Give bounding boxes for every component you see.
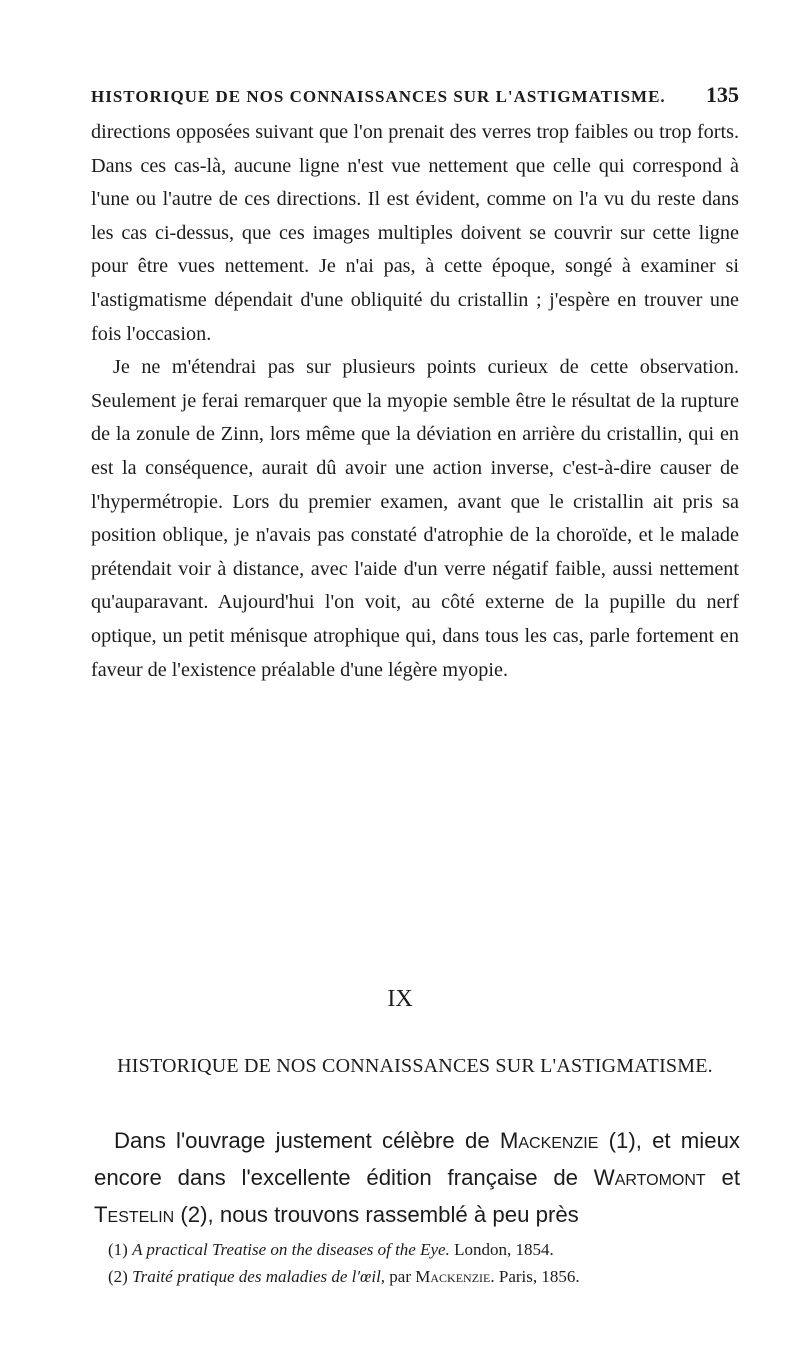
footnotes bbox=[108, 1236, 748, 1290]
footnote-rest: London, 1854. bbox=[449, 1240, 554, 1259]
footnote-title: Traité pratique des maladies de l'œil, bbox=[132, 1267, 386, 1286]
footnote-author: Mackenzie bbox=[415, 1267, 491, 1286]
intro-paragraph bbox=[94, 1122, 740, 1233]
author-testelin: Testelin bbox=[94, 1202, 175, 1227]
body-text bbox=[91, 116, 739, 687]
paragraph-continuation: directions opposées suivant que l'on prenait des verres trop faibles ou trop forts. Dans ces cas-là, aucune ligne n'est vue nettement que celle qui correspond à l'une ou l'autre de ces directions. Il est évident, comme on l'a vu du reste dans les cas ci-dessus, que ces images multiples doivent se couvrir sur cette ligne pour être vues nettement. Je n'ai pas, à cette époque, songé à examiner si l'astigmatisme dépendait d'une obliquité du cristallin ; j'espère en trouver une fois l'occasion. bbox=[91, 121, 739, 345]
intro-text-3: et bbox=[705, 1165, 741, 1190]
footnote-title: A practical Treatise on the diseases of the Eye. bbox=[132, 1240, 450, 1259]
footnote-1 bbox=[108, 1236, 748, 1263]
intro-text-2: (1), et mieux encore dans l'excellente édition française de bbox=[94, 1128, 740, 1190]
running-title: HISTORIQUE DE NOS CONNAISSANCES SUR L'ASTIGMATISME. bbox=[91, 87, 666, 106]
intro-text-4: (2), nous trouvons rassemblé à peu près bbox=[174, 1202, 579, 1227]
footnote-marker: (2) bbox=[108, 1267, 133, 1286]
footnote-rest: . Paris, 1856. bbox=[490, 1267, 580, 1286]
footnote-text: par bbox=[385, 1267, 416, 1286]
running-header bbox=[91, 82, 739, 108]
page-number: 135 bbox=[706, 82, 739, 107]
author-wartomont: Wartomont bbox=[593, 1165, 706, 1190]
chapter-intro bbox=[94, 1122, 740, 1233]
footnote-marker: (1) bbox=[108, 1240, 133, 1259]
footnote-2 bbox=[108, 1263, 748, 1290]
intro-text-1: Dans l'ouvrage justement célèbre de bbox=[114, 1128, 500, 1153]
author-mackenzie: Mackenzie bbox=[499, 1128, 599, 1153]
paragraph-observation: Je ne m'étendrai pas sur plusieurs points curieux de cette observation. Seulement je ferai remarquer que la myopie semble être le résultat de la rupture de la zonule de Zinn, lors même que la déviation en arrière du cristallin, qui en est la conséquence, aurait dû avoir une action inverse, c'est-à-dire causer de l'hypermétropie. Lors du premier examen, avant que le cristallin ait pris sa position oblique, je n'avais pas constaté d'atrophie de la choroïde, et le malade prétendait voir à distance, avec l'aide d'un verre négatif faible, aussi nettement qu'auparavant. Aujourd'hui l'on voit, au côté externe de la pupille du nerf optique, un petit ménisque atrophique qui, dans tous les cas, parle fortement en faveur de l'existence préalable d'une légère myopie. bbox=[91, 356, 739, 681]
chapter-title: HISTORIQUE DE NOS CONNAISSANCES SUR L'ASTIGMATISME. bbox=[117, 1055, 713, 1077]
chapter-number: IX bbox=[387, 986, 413, 1012]
